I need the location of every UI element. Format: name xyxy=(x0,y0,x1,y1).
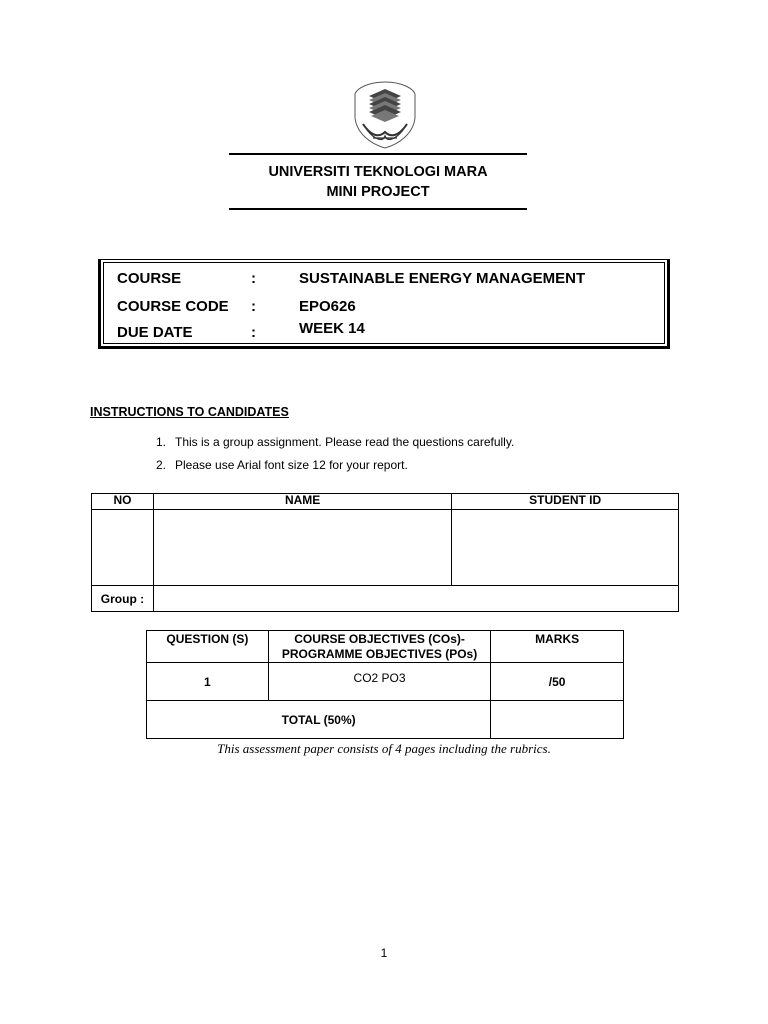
group-label: Group : xyxy=(92,586,154,612)
table-row xyxy=(92,510,679,586)
due-date-label: DUE DATE xyxy=(117,324,193,341)
column-header-question: QUESTION (S) xyxy=(147,631,269,663)
table-header-row xyxy=(92,494,679,510)
header-top-rule xyxy=(229,153,527,155)
members-table xyxy=(91,493,679,612)
total-marks-cell[interactable] xyxy=(491,701,624,739)
column-header-student-id: STUDENT ID xyxy=(452,494,679,510)
objectives-value: CO2 PO3 xyxy=(353,671,406,685)
group-value-cell[interactable] xyxy=(153,586,678,612)
header-bottom-rule xyxy=(229,208,527,210)
instruction-text: Please use Arial font size 12 for your report. xyxy=(175,458,408,472)
instruction-text: This is a group assignment. Please read the questions carefully. xyxy=(175,435,515,449)
instruction-item xyxy=(156,435,514,449)
column-header-marks: MARKS xyxy=(491,631,624,663)
instructions-heading: INSTRUCTIONS TO CANDIDATES xyxy=(90,405,289,419)
course-value: SUSTAINABLE ENERGY MANAGEMENT xyxy=(299,270,586,287)
university-name: UNIVERSITI TEKNOLOGI MARA xyxy=(268,164,488,180)
document-type: MINI PROJECT xyxy=(326,184,430,200)
objectives-cell xyxy=(268,663,491,701)
university-crest-icon xyxy=(349,80,421,150)
column-header-name: NAME xyxy=(153,494,451,510)
objectives-header-text: COURSE OBJECTIVES (COs)- PROGRAMME OBJECTIVES (POs) xyxy=(281,632,478,661)
page-number: 1 xyxy=(380,946,388,960)
course-code-value: EPO626 xyxy=(299,298,356,315)
column-header-objectives xyxy=(268,631,491,663)
instruction-number: 2. xyxy=(156,458,167,472)
table-row xyxy=(147,663,624,701)
due-date-value: WEEK 14 xyxy=(299,320,365,337)
member-name-cell[interactable] xyxy=(153,510,451,586)
course-code-label: COURSE CODE xyxy=(117,298,229,315)
total-row xyxy=(147,701,624,739)
assessment-footnote: This assessment paper consists of 4 pages including the rubrics. xyxy=(217,741,551,756)
course-label: COURSE xyxy=(117,270,182,287)
question-cell: 1 xyxy=(147,663,269,701)
instruction-item xyxy=(156,458,408,472)
marks-table xyxy=(146,630,624,739)
course-code-sep: : xyxy=(251,298,256,315)
instruction-number: 1. xyxy=(156,435,167,449)
group-row xyxy=(92,586,679,612)
total-label: TOTAL (50%) xyxy=(147,701,491,739)
member-student-id-cell[interactable] xyxy=(452,510,679,586)
due-date-sep: : xyxy=(251,324,256,341)
marks-cell: /50 xyxy=(491,663,624,701)
table-header-row xyxy=(147,631,624,663)
member-no-cell[interactable] xyxy=(92,510,154,586)
course-sep: : xyxy=(251,270,256,287)
column-header-no: NO xyxy=(92,494,154,510)
